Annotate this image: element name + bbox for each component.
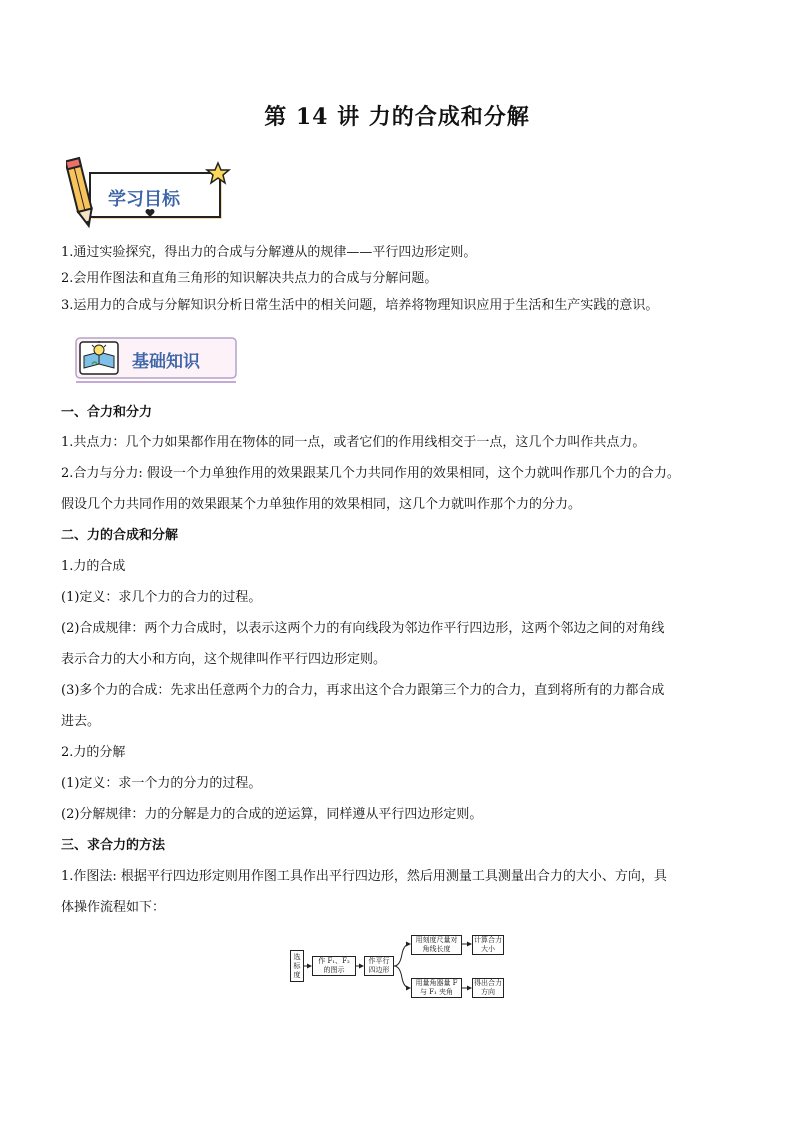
goal-item: 2.会用作图法和直角三角形的知识解决共点力的合成与分解问题。 [61,271,438,286]
flow-step-draw-forces: 作 F₁、F₂ 的图示 [312,956,356,976]
section-heading: 三、求合力的方法 [61,838,166,853]
learning-goals-label: 学习目标 [108,189,180,210]
paragraph: 体操作流程如下： [61,900,166,915]
basic-knowledge-banner [70,334,242,386]
section-heading: 二、力的合成和分解 [61,528,179,543]
flow-step-parallelogram: 作平行四边形 [364,956,394,976]
subheading: 2.力的分解 [61,745,126,760]
goal-item: 1.通过实验探究，得出力的合成与分解遵从的规律——平行四边形定则。 [61,245,477,260]
paragraph: (3)多个力的合成：先求出任意两个力的合力，再求出这个合力跟第三个力的合力，直到将所有的力都合成 [61,683,665,698]
basic-knowledge-label: 基础知识 [132,352,200,372]
goal-item: 3.运用力的合成与分解知识分析日常生活中的相关问题，培养将物理知识应用于生活和生产实践的意识。 [61,298,659,313]
paragraph: 1.作图法: 根据平行四边形定则用作图工具作出平行四边形，然后用测量工具测量出合力的大小、方向，具 [61,869,667,884]
paragraph: 表示合力的大小和方向，这个规律叫作平行四边形定则。 [61,652,387,667]
paragraph: 进去。 [61,714,101,729]
paragraph: 1.共点力：几个力如果都作用在物体的同一点，或者它们的作用线相交于一点，这几个力叫作共点力。 [61,435,646,450]
paragraph: (2)合成规律：两个力合成时，以表示这两个力的有向线段为邻边作平行四边形，这两个邻边之间的对角线 [61,621,665,636]
section-heading: 一、合力和分力 [61,405,153,420]
flow-step-scale: 选标度 [290,950,304,982]
flow-step-magnitude: 计算合力大小 [474,936,502,953]
paragraph: 2.合力与分力: 假设一个力单独作用的效果跟某几个力共同作用的效果相同，这个力就叫作那几个力的合力。 [61,466,680,481]
procedure-flowchart [280,932,520,1002]
paragraph: (2)分解规律：力的分解是力的合成的逆运算，同样遵从平行四边形定则。 [61,807,483,822]
paragraph: (1)定义：求几个力的合力的过程。 [61,590,262,605]
subheading: 1.力的合成 [61,559,126,574]
paragraph: (1)定义：求一个力的分力的过程。 [61,776,262,791]
flow-step-measure-length: 用刻度尺量对角线长度 [411,935,462,955]
flow-step-measure-angle: 用量角器量 F 与 F₁ 夹角 [411,978,462,998]
page-title: 第 14 讲 力的合成和分解 [264,104,530,130]
paragraph: 假设几个力共同作用的效果跟某个力单独作用的效果相同，这几个力就叫作那个力的分力。 [61,497,582,512]
flow-step-direction: 得出合力方向 [474,979,502,996]
learning-goals-banner [66,155,236,230]
